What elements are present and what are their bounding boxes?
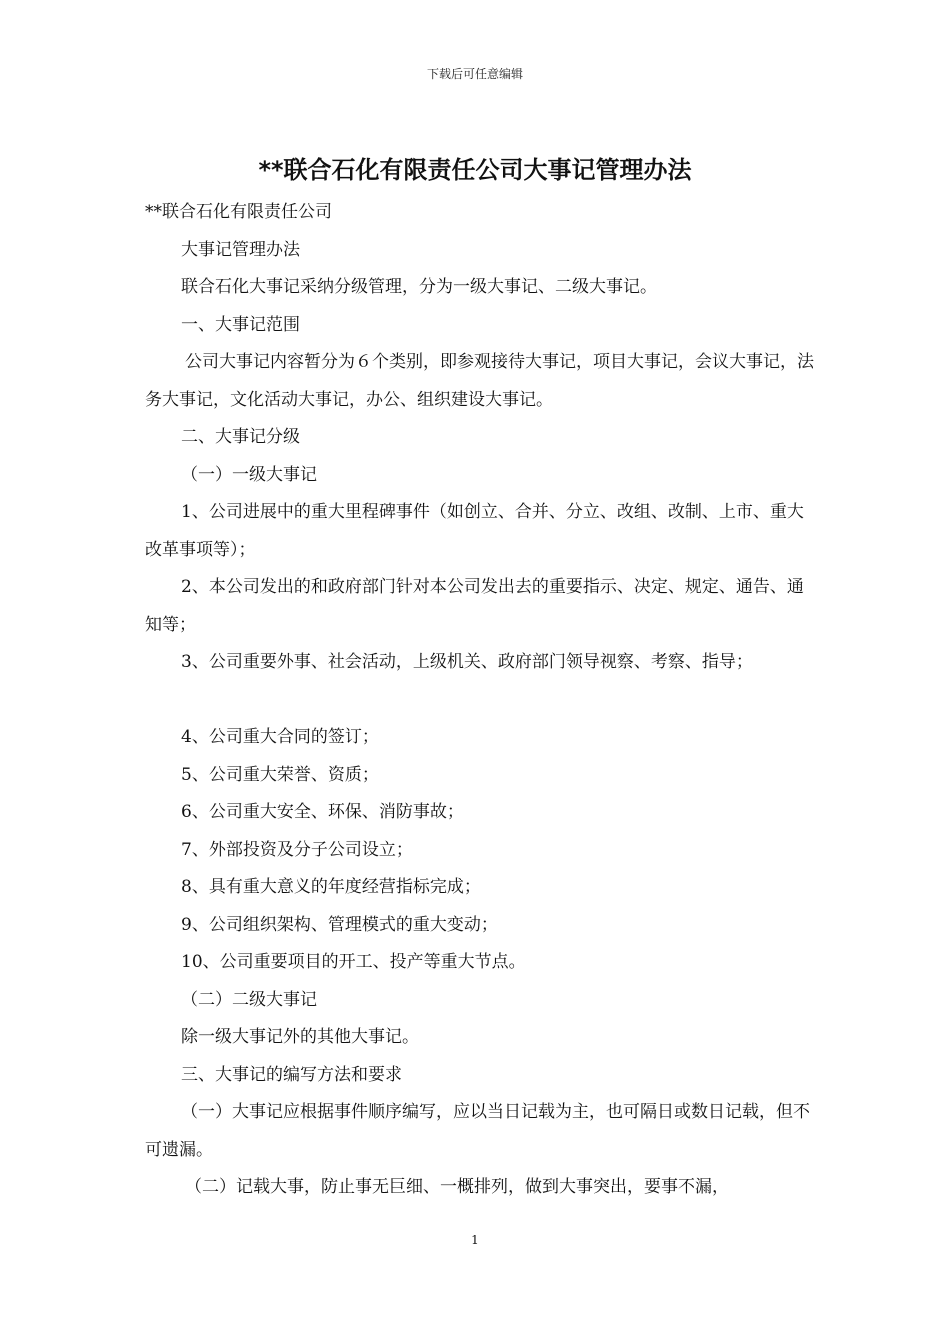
paragraph: 3、公司重要外事、社会活动，上级机关、政府部门领导视察、考察、指导； [181,652,753,672]
paragraph: 7、外部投资及分子公司设立； [181,839,413,860]
paragraph: 2、本公司发出的和政府部门针对本公司发出去的重要指示、决定、规定、通告、通知等； [145,577,804,635]
paragraph: 8、具有重大意义的年度经营指标完成； [181,877,481,897]
paragraph: 大事记管理办法 [181,239,300,260]
paragraph: （一）大事记应根据事件顺序编写，应以当日记载为主，也可隔日或数日记载，但不可遗漏。 [145,1102,810,1160]
paragraph: **联合石化有限责任公司 [145,202,332,222]
paragraph: （一）一级大事记 [181,464,317,485]
paragraph: 1、公司进展中的重大里程碑事件（如创立、合并、分立、改组、改制、上市、重大改革事项等）； [145,502,804,560]
paragraph: 三、大事记的编写方法和要求 [181,1064,402,1085]
paragraph: 一、大事记范围 [181,314,300,335]
paragraph: 公司大事记内容暂分为６个类别，即参观接待大事记，项目大事记，会议大事记，法务大事记，文化活动大事记，办公、组织建设大事记。 [145,352,814,410]
paragraph: 9、公司组织架构、管理模式的重大变动； [181,914,498,935]
blank-line [145,682,817,720]
paragraph: 4、公司重大合同的签订； [181,727,379,747]
page-header: 下载后可任意编辑 [426,67,523,81]
paragraph: （二）记载大事，防止事无巨细、一概排列，做到大事突出，要事不漏， [185,1177,729,1197]
paragraph: （二）二级大事记 [181,989,317,1010]
paragraph: 联合石化大事记采纳分级管理，分为一级大事记、二级大事记。 [181,277,657,297]
page-number: 1 [471,1233,479,1247]
paragraph: 5、公司重大荣誉、资质； [181,764,379,785]
paragraph: 6、公司重大安全、环保、消防事故； [181,802,464,822]
paragraph: 二、大事记分级 [181,427,300,447]
paragraph: 除一级大事记外的其他大事记。 [181,1027,419,1047]
paragraph: 10、公司重要项目的开工、投产等重大节点。 [181,952,526,972]
document-body [145,194,817,1207]
document-title: **联合石化有限责任公司大事记管理办法 [258,156,692,184]
